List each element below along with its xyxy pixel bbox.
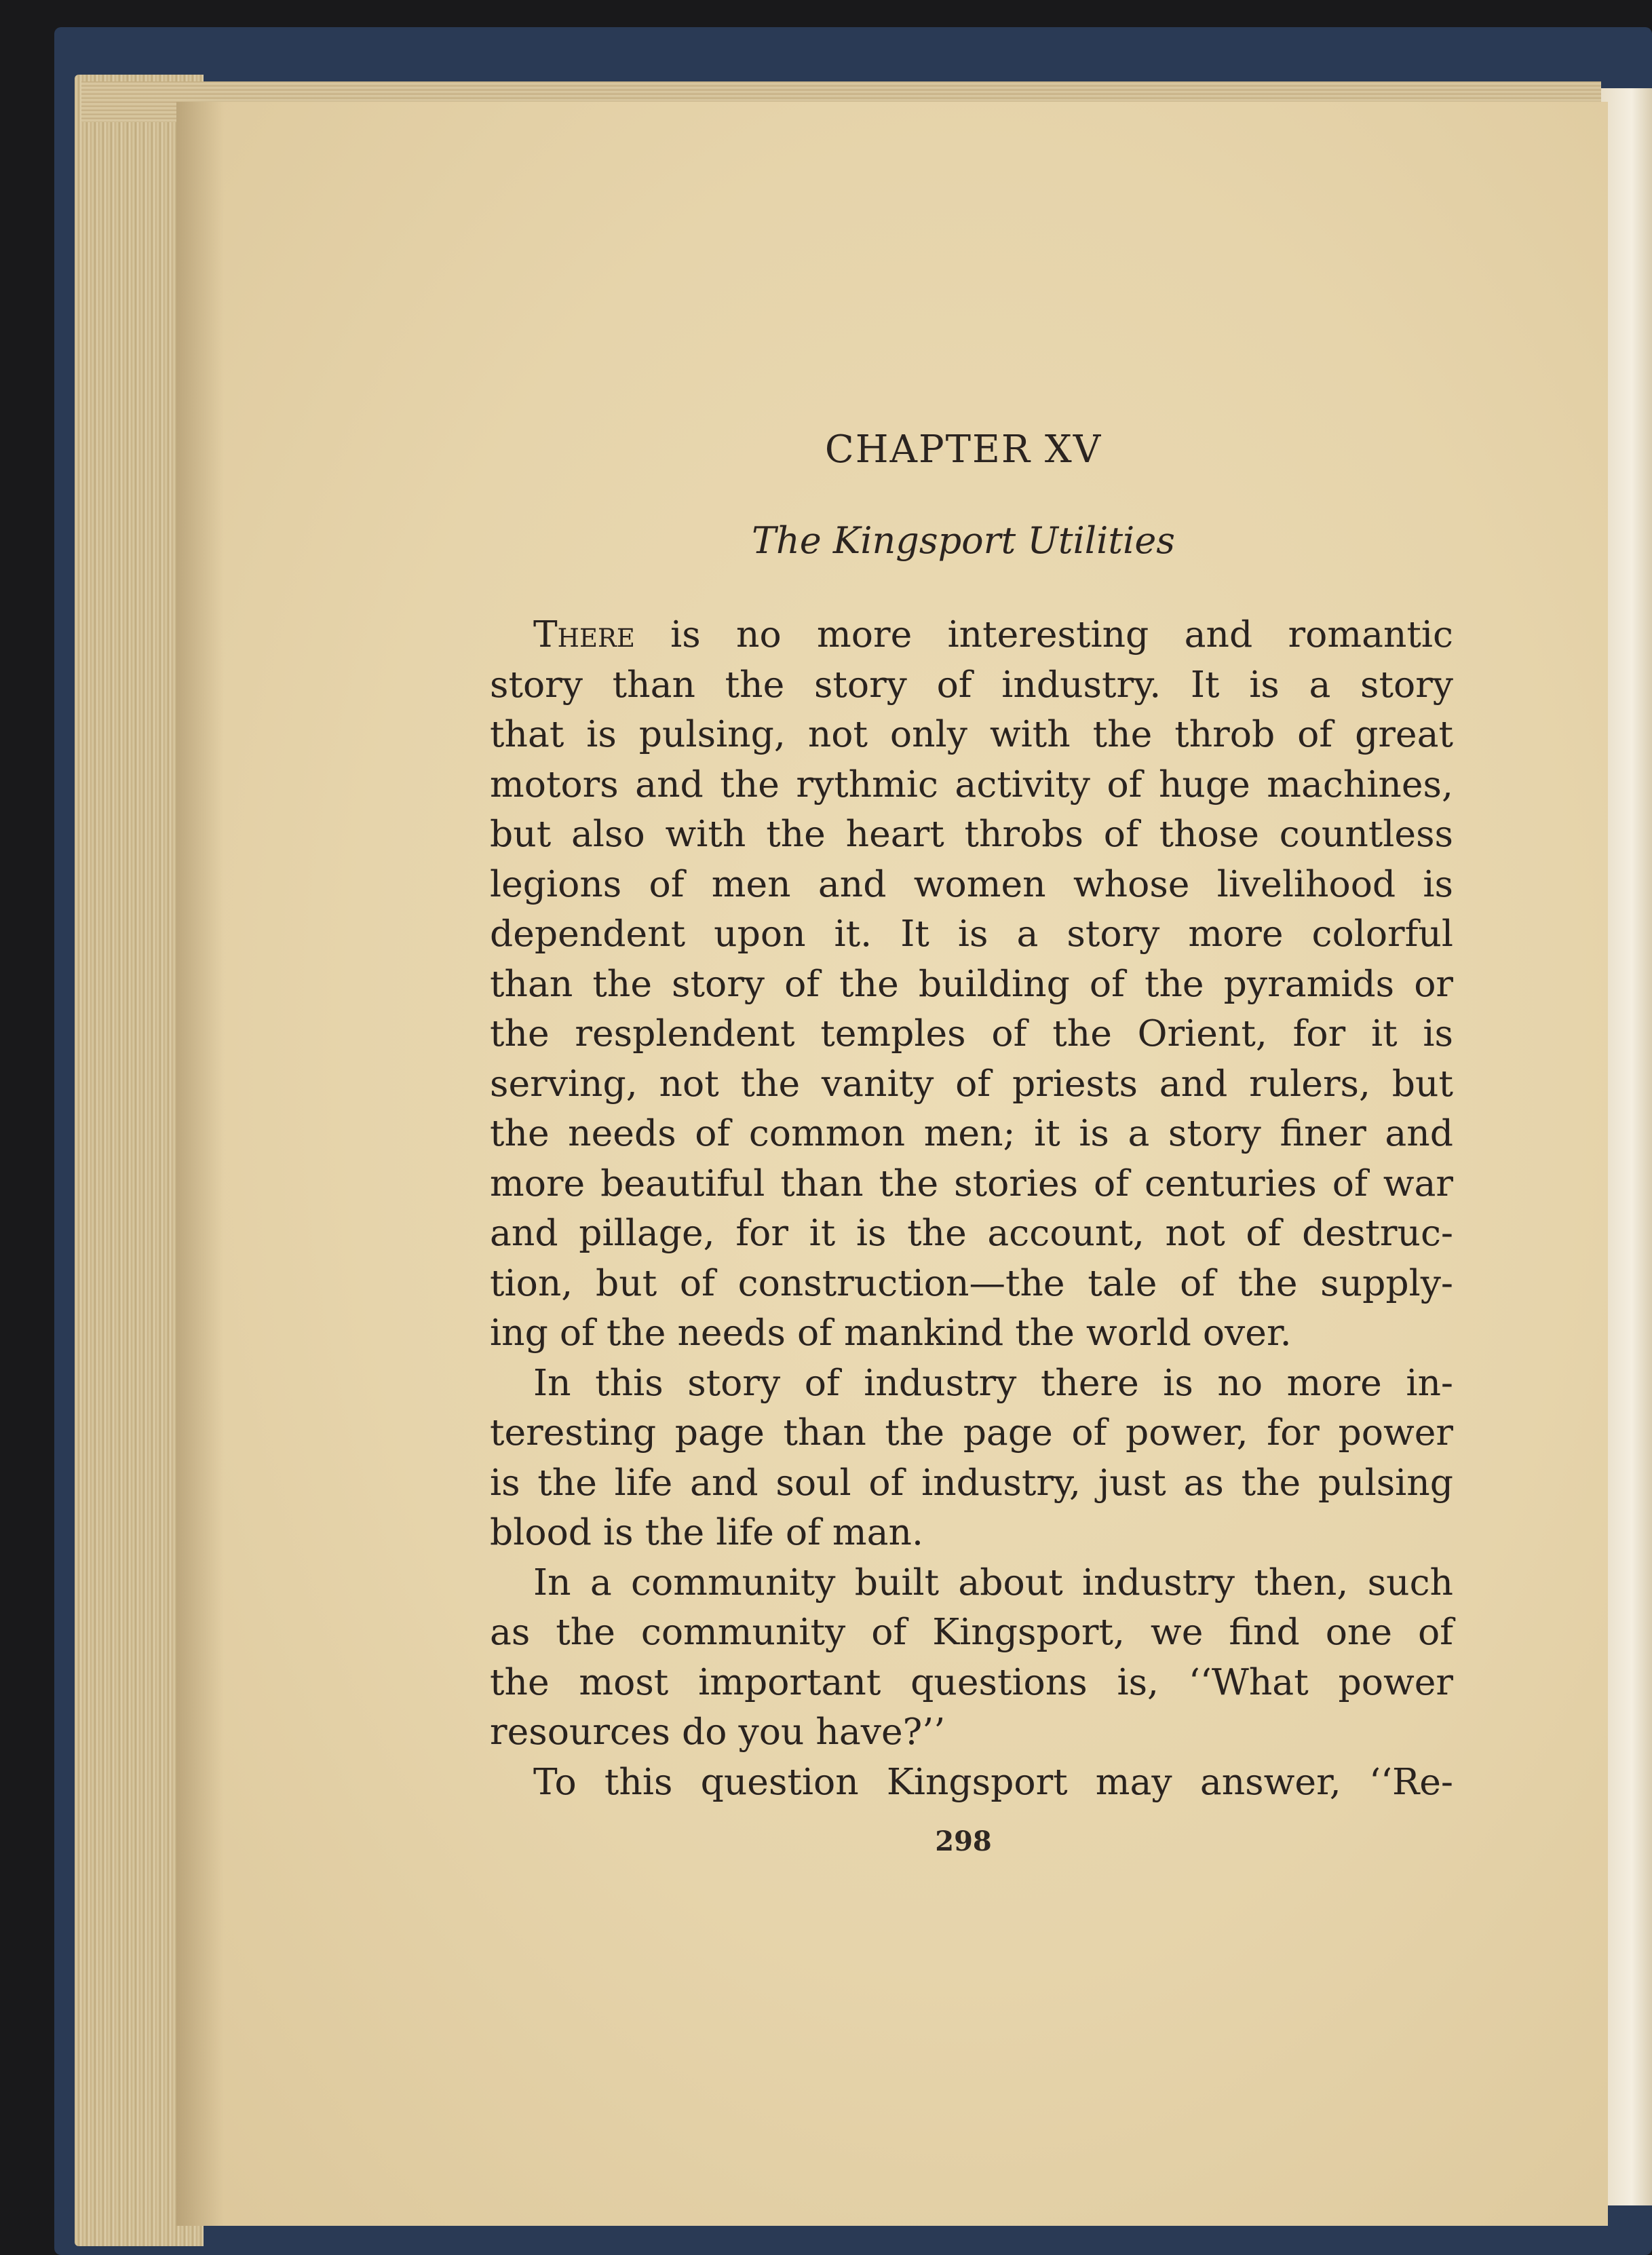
text-line: than the story of the building of the pyramids or — [490, 962, 1453, 1005]
text-line: that is pulsing, not only with the throb of great — [490, 713, 1453, 755]
first-line-rest: is no more interesting and romantic — [634, 613, 1453, 656]
text-line: To this question Kingsport may answer, ‘‘Re- — [533, 1760, 1453, 1803]
lead-word: There — [533, 613, 635, 656]
text-line: more beautiful than the stories of centuries of war — [490, 1161, 1453, 1205]
text-line: legions of men and women whose livelihood is — [490, 862, 1453, 905]
text-line: serving, not the vanity of priests and rulers, but — [490, 1061, 1453, 1105]
text-line: In this story of industry there is no more in- — [533, 1361, 1453, 1404]
text-line: teresting page than the page of power, for power — [490, 1411, 1453, 1454]
text-line: motors and the rythmic activity of huge machines, — [490, 762, 1453, 806]
page-edge-right — [1601, 88, 1652, 2205]
text-line: resources do you have?’’ — [490, 1710, 946, 1753]
chapter-title: The Kingsport Utilities — [751, 519, 1175, 562]
text-line: but also with the heart throbs of those countless — [490, 812, 1453, 855]
text-line: ing of the needs of mankind the world over. — [490, 1311, 1292, 1354]
text-line: is the life and soul of industry, just as the pulsing — [490, 1460, 1453, 1504]
chapter-heading: CHAPTER XV — [824, 428, 1102, 472]
text-line: as the community of Kingsport, we find one of — [490, 1610, 1453, 1653]
text-line: the most important questions is, ‘‘What power — [490, 1660, 1453, 1703]
text-line: dependent upon it. It is a story more colorful — [490, 912, 1453, 955]
text-line — [490, 609, 1453, 660]
text-line: In a community built about industry then, such — [533, 1560, 1453, 1604]
text-line: blood is the life of man. — [490, 1511, 924, 1553]
text-line: tion, but of construction—the tale of the supply- — [490, 1261, 1453, 1304]
page-number: 298 — [935, 1825, 992, 1857]
gutter-shadow — [176, 102, 224, 2226]
text-line: and pillage, for it is the account, not of destruc- — [490, 1211, 1453, 1254]
body-text — [490, 609, 1453, 1806]
text-line: the needs of common men; it is a story finer and — [490, 1112, 1453, 1154]
text-line: story than the story of industry. It is a story — [490, 662, 1453, 706]
text-line: the resplendent temples of the Orient, for it is — [490, 1012, 1453, 1055]
